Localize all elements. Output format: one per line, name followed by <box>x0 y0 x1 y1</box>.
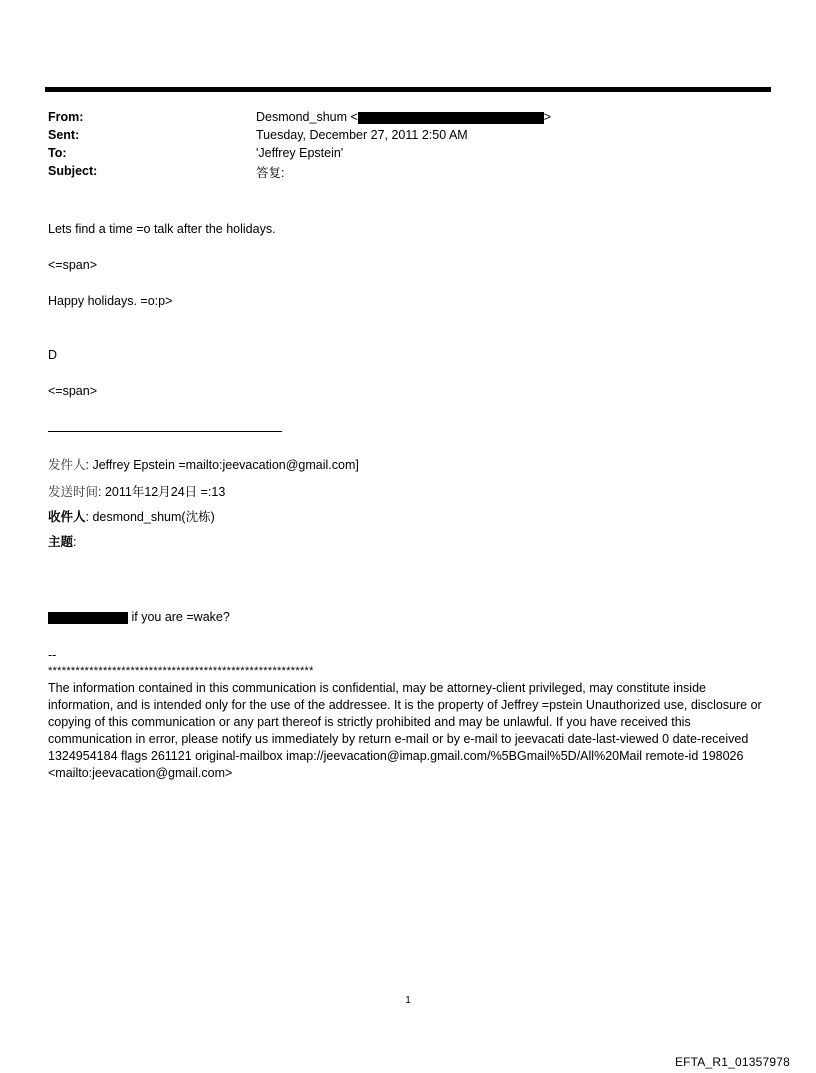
forwarded-from: 发件人: Jeffrey Epstein =mailto:jeevacation@gmail.com] <box>48 458 359 472</box>
signature-stars: ********************************************************** <box>48 665 314 677</box>
redacted-text <box>48 612 128 624</box>
top-rule <box>45 87 771 92</box>
forwarded-subject: 主题: <box>48 535 77 549</box>
to-value: 'Jeffrey Epstein' <box>256 146 344 160</box>
disclaimer-text: The information contained in this communication is confidential, may be attorney-client privileged, may constitute inside information, and is intended only for the use of the addressee. It is the property of Jeffrey =pstein Unauthorized use, disclosure or copying of this communication or any part thereof is strictly prohibited and may be unlawful. If you have received this communication in error, please notify us immediately by return e-mail or by e-mail to jeevacati date-last-viewed 0 date-received 1324954184 flags 261121 original-mailbox imap://jeevacation@imap.gmail.com/%5BGmail%5D/All%20Mail remote-id 198026 <mailto:jeevacation@gmail.com> <box>48 681 762 780</box>
from-value: Desmond_shum < > <box>256 110 552 124</box>
forwarded-sent: 发送时间: 2011年12月24日 =:13 <box>48 485 226 499</box>
document-id: EFTA_R1_01357978 <box>674 1055 790 1069</box>
body-line-3: Happy holidays. =o:p> <box>48 294 173 308</box>
body-line-5: <=span> <box>48 384 98 398</box>
forwarded-to: 收件人: desmond_shum(沈栋) <box>48 510 215 524</box>
signature-dashes: -- <box>48 648 57 662</box>
body-line-2: <=span> <box>48 258 98 272</box>
message-line: if you are =wake? <box>48 608 230 626</box>
sent-label: Sent: <box>48 128 80 142</box>
subject-label: Subject: <box>48 164 98 178</box>
from-label: From: <box>48 110 84 124</box>
body-line-1: Lets find a time =o talk after the holidays. <box>48 222 276 236</box>
separator-line <box>48 431 282 432</box>
to-label: To: <box>48 146 67 160</box>
redacted-email <box>358 112 544 124</box>
page-number: 1 <box>405 995 411 1006</box>
sent-value: Tuesday, December 27, 2011 2:50 AM <box>256 128 468 142</box>
body-line-4: D <box>48 348 58 362</box>
subject-value: 答复: <box>256 166 285 180</box>
